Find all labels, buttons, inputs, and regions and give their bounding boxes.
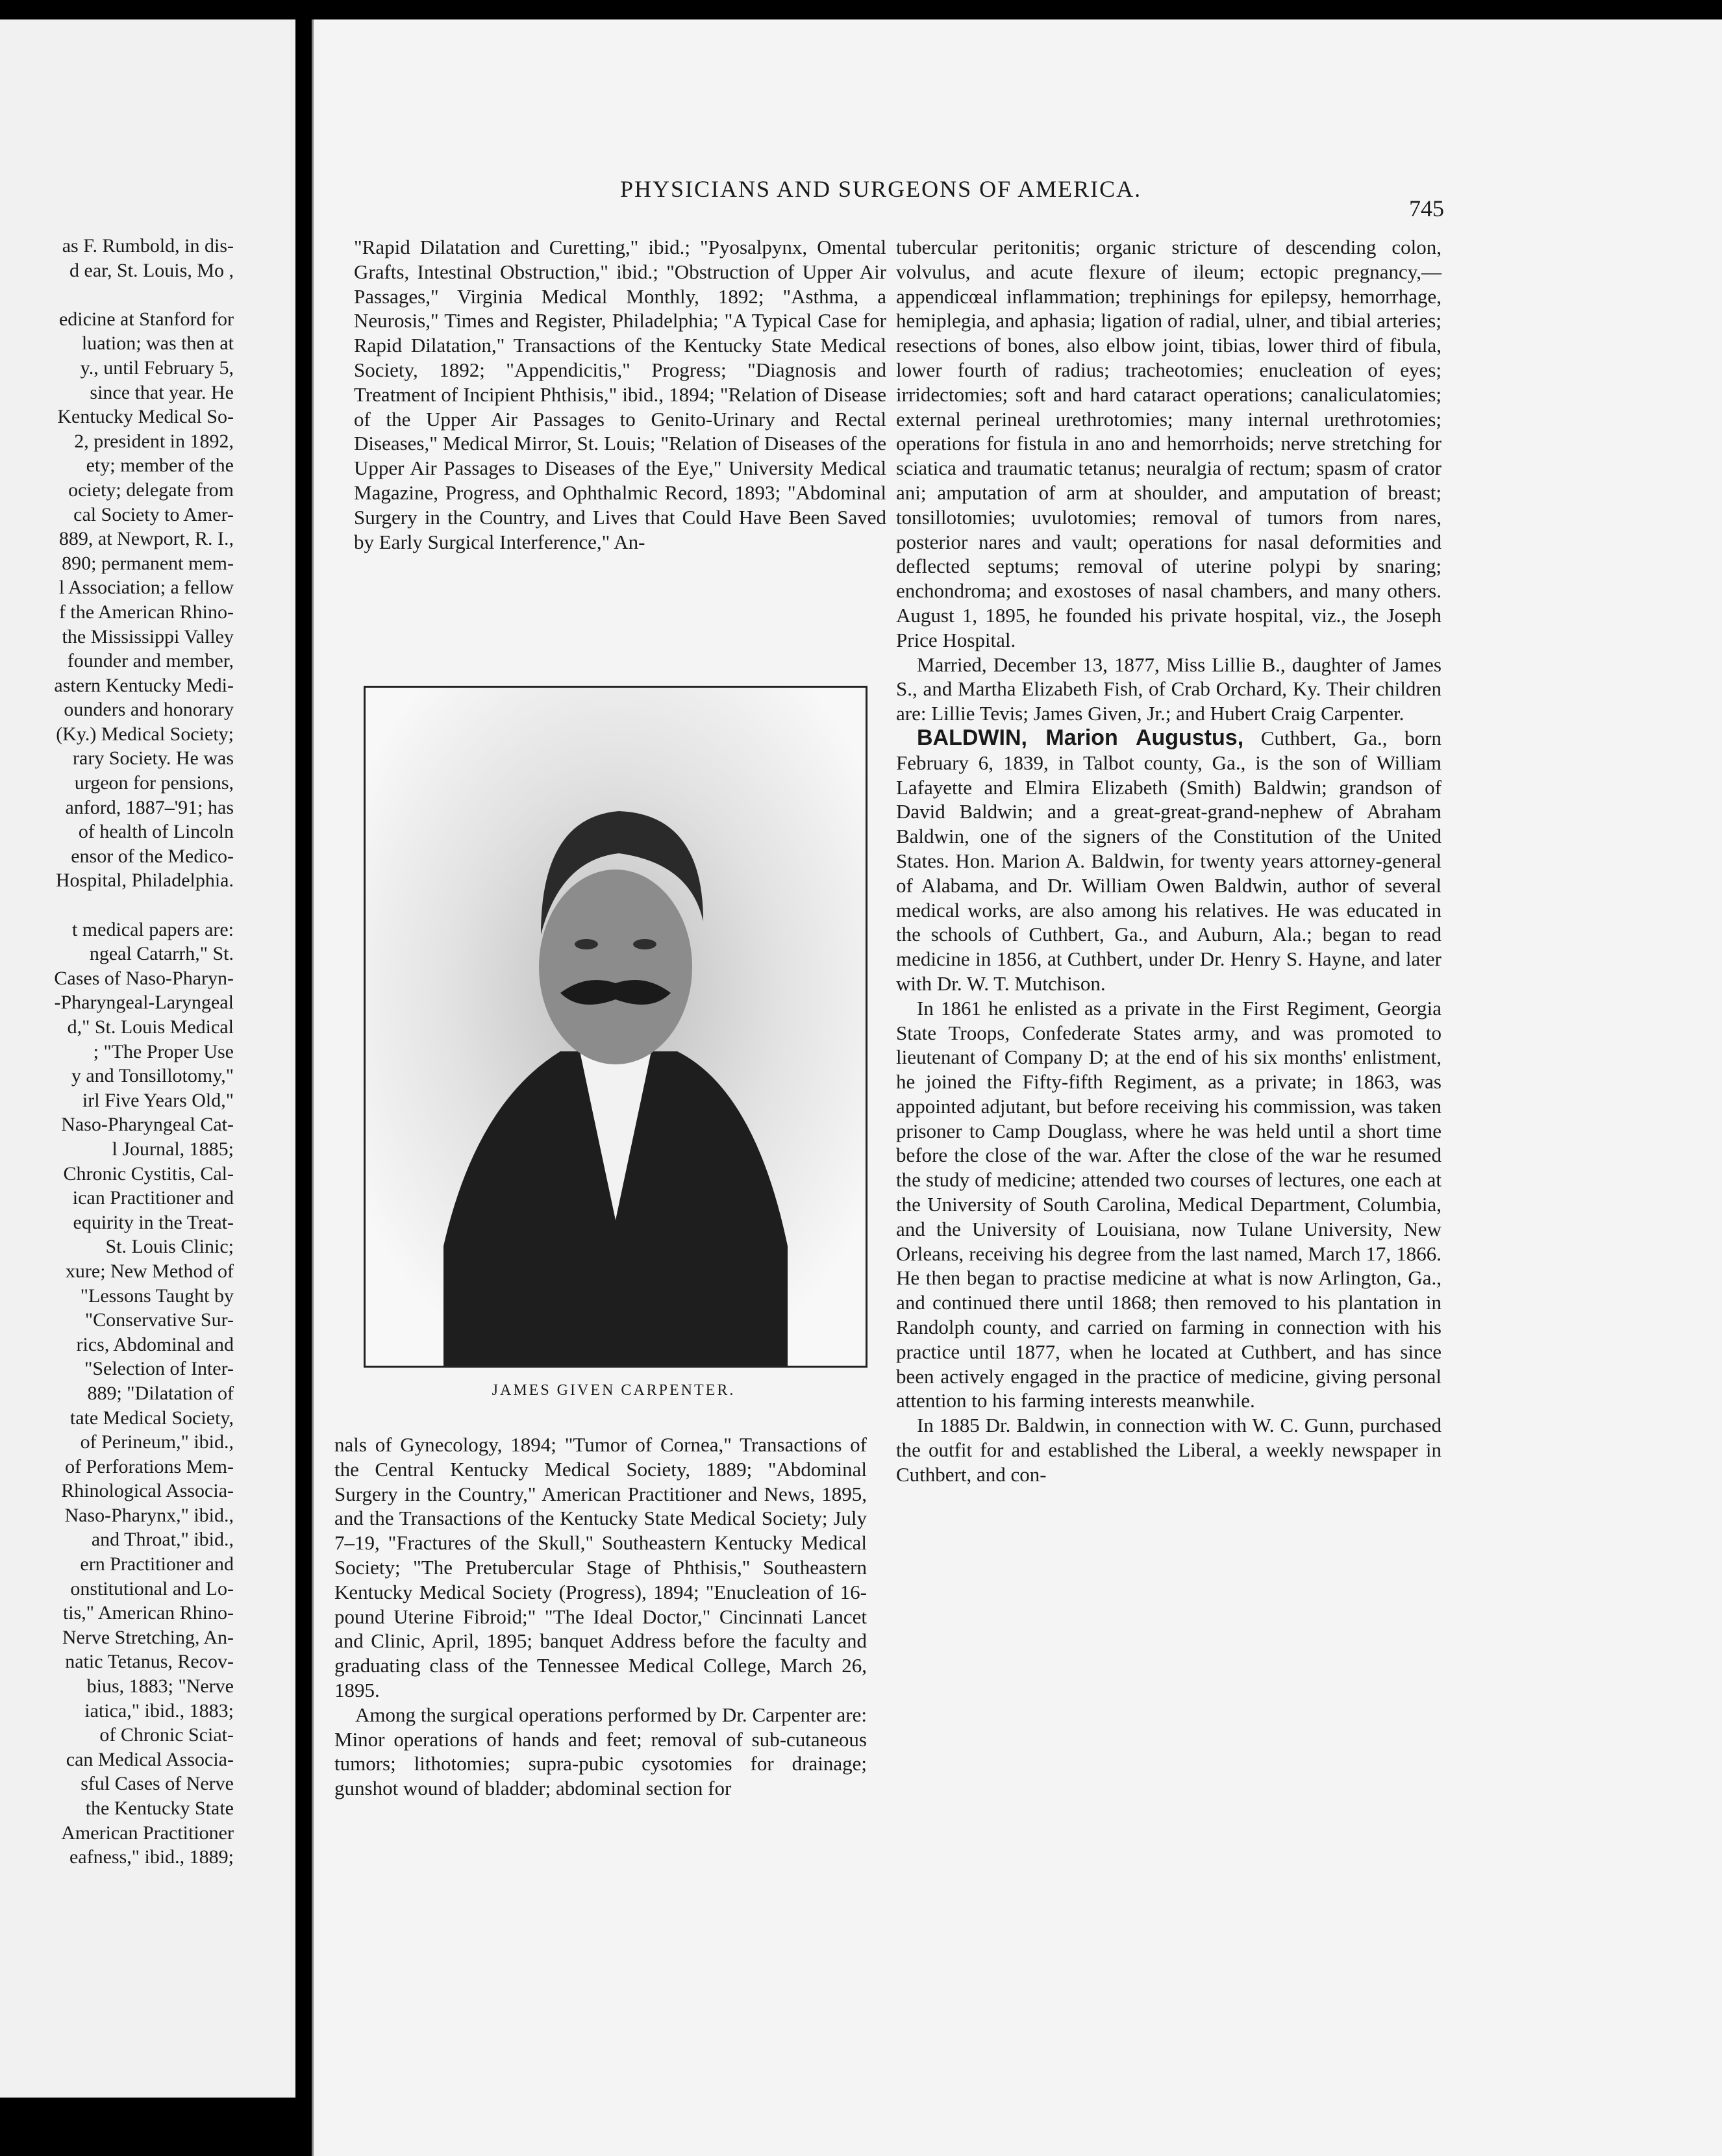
facing-page-line: cal Society to Amer- [73,503,234,525]
facing-page-line: and Throat," ibid., [91,1529,234,1551]
portrait-caption: JAMES GIVEN CARPENTER. [492,1382,736,1399]
facing-page-line: Rhinological Associa- [61,1480,234,1502]
facing-page-line: 890; permanent mem- [62,552,234,574]
facing-page-text [0,234,234,1870]
facing-page-line: equirity in the Treat- [73,1211,234,1233]
facing-page-line: -Pharyngeal-Laryngeal [54,992,234,1014]
facing-page-line: the Kentucky State [85,1798,234,1819]
facing-page-line: 889, at Newport, R. I., [58,528,234,550]
facing-page-line: l Association; a fellow [58,577,234,599]
facing-page-line: onstitutional and Lo- [70,1577,234,1599]
facing-page-line: ensor of the Medico- [71,845,234,867]
bibliography-continuation: nals of Gynecology, 1894; "Tumor of Cornea," Transactions of the Central Kentucky Medical Society, 1889; "Abdominal Surgery in the Country," American Practitioner and News, 1895, and the Transactions of the Kentucky State Medical Society; July 7–19, "Fractures of the Skull," Southeastern Kentucky Medical Society; "The Pretubercular Stage of Phthisis," Southeastern Kentucky Medical Society (Progress), 1894; "Enucleation of 16-pound Uterine Fibroid;" "The Ideal Doctor," Cincinnati Lancet and Clinic, April, 1895; banquet Address before the faculty and graduating class of the Tennessee Medical College, March 26, 1895. [334,1433,867,1701]
facing-page-line: "Conservative Sur- [84,1309,234,1331]
page-number: 745 [1409,195,1444,221]
facing-page-line: edicine at Stanford for [58,308,234,330]
military-paragraph: In 1861 he enlisted as a private in the First Regiment, Georgia State Troops, Confederate States army, and was promoted to lieutenant of Company D; at the end of his six months' enlistment, he joined the Fifty-fifth Regiment, as a private; in 1863, was appointed adjutant, but before receiving his commission, was taken prisoner to Camp Douglass, where he was held until a short time before the close of the war. After the close of the war he resumed the study of medicine; attended two courses of lectures, one each at the University of South Carolina, Medical Department, Columbia, and the University of Louisiana, now Tulane University, New Orleans, receiving his degree from the last named, March 17, 1866. He then began to practise medicine at what is now Arlington, Ga., and continued there until 1868; then removed to his plantation in Randolph county, and carried on farming in connection with his practice until 1877, when he located at Cuthbert, and has since been actively engaged in the practice of medicine, giving personal attention to his farming interests meanwhile. [896,996,1441,1412]
running-head: PHYSICIANS AND SURGEONS OF AMERICA. [620,176,1142,202]
facing-page-line: l Journal, 1885; [112,1138,234,1160]
facing-page-line: t medical papers are: [71,918,234,940]
entry-text: Cuthbert, Ga., born February 6, 1839, in Talbot county, Ga., is the son of William Lafayette and Elmira Elizabeth (Smith) Baldwin; grandson of David Baldwin; and a great-great-grand-nephew of Abraham Baldwin, one of the signers of the Constitution of the United States. Hon. Marion A. Baldwin, for twenty years attorney-general of Alabama, and Dr. William Owen Baldwin, author of several medical works, are also among his relatives. He was educated in the schools of Cuthbert, Ga., and Auburn, Ala.; began to read medicine in 1856, at Cuthbert, under Dr. Henry S. Hayne, and later with Dr. W. T. Mutchison. [896,726,1441,995]
facing-page-line: urgeon for pensions, [74,772,234,794]
facing-page-line: Chronic Cystitis, Cal- [63,1162,234,1185]
facing-page-line: American Practitioner [61,1822,234,1844]
facing-page-line: Cases of Naso-Pharyn- [54,967,234,989]
column-right [896,235,1441,1487]
facing-page-line: ety; member of the [86,455,234,477]
facing-page-line: founder and member, [67,650,234,672]
baldwin-entry [896,726,1441,996]
facing-page-line: since that year. He [90,381,234,403]
facing-page-line: ern Practitioner and [80,1553,234,1575]
facing-page-line: anford, 1887–'91; has [65,796,234,818]
facing-page-line: "Lessons Taught by [80,1285,234,1307]
facing-page-line: (Ky.) Medical Society; [56,723,234,745]
newspaper-paragraph: In 1885 Dr. Baldwin, in connection with W. C. Gunn, purchased the outfit for and established the Liberal, a weekly newspaper in Cuthbert, and con- [896,1414,1441,1486]
facing-page-line: of Chronic Sciat- [99,1724,234,1746]
facing-page-line: ngeal Catarrh," St. [89,943,234,965]
bibliography-paragraph: "Rapid Dilatation and Curetting," ibid.; "Pyosalpynx, Omental Grafts, Intestinal Obstruction," ibid.; "Obstruction of Upper Air Passages," Virginia Medical Monthly, 1892; "Asthma, a Neurosis," Times and Register, Philadelphia; "A Typical Case for Rapid Dilatation," Transactions of the Kentucky State Medical Society, 1892; "Appendicitis," Progress; "Diagnosis and Treatment of Incipient Phthisis," ibid., 1894; "Relation of Disease of the Upper Air Passages to Genito-Urinary and Rectal Diseases," Medical Mirror, St. Louis; "Relation of Diseases of the Upper Air Passages to Diseases of the Eye," University Medical Magazine, Progress, and Ophthalmic Record, 1893; "Abdominal Surgery in the Country, and Lives that Could Have Been Saved by Early Surgical Interference," An- [354,236,886,553]
facing-page-line: Naso-Pharyngeal Cat- [61,1114,234,1136]
facing-page-line: irl Five Years Old," [82,1089,234,1111]
facing-page-line: Nerve Stretching, An- [62,1626,234,1648]
facing-page-line: 889; "Dilatation of [87,1382,234,1404]
facing-page-line: Hospital, Philadelphia. [55,870,234,892]
facing-page-line: y., until February 5, [80,357,234,379]
column-left-lower [334,1433,867,1801]
facing-page-line: "Selection of Inter- [84,1358,234,1380]
facing-page-line: iatica," ibid., 1883; [84,1699,234,1722]
portrait-image [366,688,866,1366]
facing-page-line: of Perineum," ibid., [80,1431,234,1453]
facing-page-line: luation; was then at [81,332,234,355]
entry-name: BALDWIN, Marion Augustus, [917,725,1244,750]
facing-page-line: Naso-Pharynx," ibid., [64,1504,234,1526]
facing-page-line: of Perforations Mem- [65,1455,234,1477]
facing-page-line: tis," American Rhino- [62,1602,234,1624]
facing-page-line: d ear, St. Louis, Mo , [69,259,234,281]
facing-page-fragment [0,19,295,2098]
facing-page-line: rics, Abdominal and [76,1333,234,1355]
facing-page-line: can Medical Associa- [66,1748,234,1770]
operations-continuation: tubercular peritonitis; organic stricture of descending colon, volvulus, and acute flexure of ileum; ectopic pregnancy,—appendicœal inflammation; trephinings for epilepsy, hemorrhage, hemiplegia, and aphasia; ligation of radial, ulner, and tibial arteries; resections of bones, also elbow joint, tibias, lower third of fibula, lower fourth of radius; tracheotomies; enucleation of eyes; irridectomies; soft and hard cataract operations; canaliculatomies; external perineal urethrotomies; many internal urethrotomies; operations for fistula in ano and hemorrhoids; nerve stretching for sciatica and traumatic tetanus; neuralgia of rectum; spasm of crator ani; amputation of arm at shoulder, and amputation of breast; tonsillotomies; uvulotomies; removal of tumors from nares, posterior nares and vault; operations for nasal deformities and deflected septums; removal of uterine polypi by snaring; enchondroma; and exostoses of nasal chambers, and many others. August 1, 1895, he founded his private hospital, viz., the Joseph Price Hospital. [896,236,1441,651]
facing-page-line: eafness," ibid., 1889; [69,1846,234,1868]
facing-page-line: astern Kentucky Medi- [54,674,234,696]
facing-page-line: natic Tetanus, Recov- [65,1651,234,1673]
facing-page-line: f the American Rhino- [58,601,234,623]
facing-page-line: bius, 1883; "Nerve [86,1675,234,1698]
facing-page-line: ; "The Proper Use [93,1040,234,1062]
operations-paragraph: Among the surgical operations performed by Dr. Carpenter are: Minor operations of hands and feet; removal of sub-cutaneous tumors; lithotomies; supra-pubic cysotomies for drainage; gunshot wound of bladder; abdominal section for [334,1703,867,1800]
facing-page-line: d," St. Louis Medical [67,1016,234,1038]
facing-page-line: sful Cases of Nerve [81,1773,234,1795]
facing-page-line: xure; New Method of [65,1260,234,1282]
facing-page-line: St. Louis Clinic; [105,1236,234,1258]
facing-page-line: rary Society. He was [73,747,234,770]
facing-page-line: ociety; delegate from [68,479,234,501]
facing-page-line: as F. Rumbold, in dis- [62,235,234,257]
facing-page-line: 2, president in 1892, [74,430,234,452]
portrait-photo [364,686,867,1368]
facing-page-line: y and Tonsillotomy," [71,1065,234,1087]
marriage-paragraph: Married, December 13, 1877, Miss Lillie B., daughter of James S., and Martha Elizabeth Fish, of Crab Orchard, Ky. Their children are: Lillie Tevis; James Given, Jr.; and Hubert Craig Carpenter. [896,653,1441,725]
facing-page-line: ounders and honorary [64,699,234,721]
facing-page-line: of health of Lincoln [78,821,234,843]
column-left-upper [354,235,886,554]
facing-page-line [0,282,234,307]
facing-page-line: the Mississippi Valley [62,625,234,647]
facing-page-line [0,893,234,918]
facing-page-line: ican Practitioner and [72,1187,234,1209]
facing-page-line: Kentucky Medical So- [57,406,234,428]
facing-page-line: tate Medical Society, [69,1407,234,1429]
